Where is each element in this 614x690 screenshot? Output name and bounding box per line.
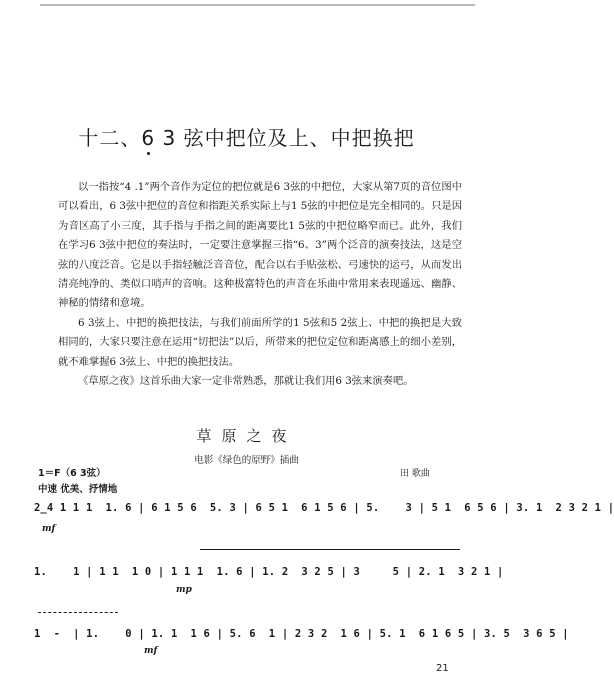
chapter-suffix: 弦中把位及上、中把换把 <box>176 126 415 150</box>
song-key: 1＝F（6 3弦） <box>38 468 106 479</box>
song-title: 草原之夜 <box>196 427 297 445</box>
song-composer: 田 歌曲 <box>400 469 430 479</box>
score-notes: 1. 1 | 1 1 1 0 | 1 1 1 1. 6 | 1. 2 3 2 5 | 3 5 | 2. 1 3 2 1 | <box>34 566 504 578</box>
top-rule <box>40 4 475 6</box>
song-subtitle: 电影《绿色的原野》插曲 <box>194 455 299 466</box>
dynamic-mark: mf <box>42 524 56 534</box>
paragraph-2: 6 3弦上、中把的换把技法，与我们前面所学的1 5弦和5 2弦上、中把的换把是大致相同的，大家只要注意在运用“切把法”以后，所带来的把位定位和距离感上的细小差别，就不难掌握6 3弦上、中把的换把技法。 <box>58 316 462 368</box>
body-text <box>58 178 462 391</box>
score-notes: 1 - | 1. 0 | 1. 1 1 6 | 5. 6 1 | 2 3 2 1 6 | 5. 1 6 1 6 5 | 3. 5 3 6 5 | <box>34 628 569 640</box>
paragraph-3: 《草原之夜》这首乐曲大家一定非常熟悉，那就让我们用6 3弦来演奏吧。 <box>78 375 414 388</box>
dashed-line <box>38 612 118 613</box>
slur-line <box>200 549 460 550</box>
paragraph-1: 以一指按“4 .1”两个音作为定位的把位就是6 3弦的中把位，大家从第7页的音位图中可以看出，6 3弦中把位的音位和指距关系实际上与1 5弦的中把位是完全相同的。只是因为音区高了小三度，其手指与手指之间的距离要比1 5弦的中把位略窄而已。此外，我们在学习6 3弦中把位的奏法时，一定要注意掌握三指“6、3”两个泛音的演奏技法，这是空弦的八度泛音。它是以手指轻触泛音音位，配合以右手贴弦松、弓速快的运弓，从而发出清亮纯净的、类似口哨声的音响。这种极富特色的声音在乐曲中常用来表现遥远、幽静、神秘的情绪和意境。 <box>58 181 462 310</box>
chapter-heading <box>0 122 493 151</box>
score-line-1 <box>34 496 614 518</box>
score-line-2 <box>34 560 504 582</box>
dynamic-mark: mp <box>176 585 192 595</box>
score-notes: 2̲4 1 1 1 1. 6 | 6 1 5 6 5. 3 | 6 5 1 6 1 5 6 | 5. 3 | 5 1 6 5 6 | 3. 1 2 3 2 1 | <box>34 502 614 514</box>
page-number: 21 <box>436 663 449 674</box>
chapter-num: 3 <box>162 126 177 150</box>
dynamic-mark: mf <box>144 646 158 656</box>
chapter-prefix: 十二、 <box>78 126 142 150</box>
song-tempo: 中速 优美、抒情地 <box>38 484 118 495</box>
chapter-num-low: 6 <box>141 126 156 150</box>
score-line-3 <box>34 622 569 644</box>
